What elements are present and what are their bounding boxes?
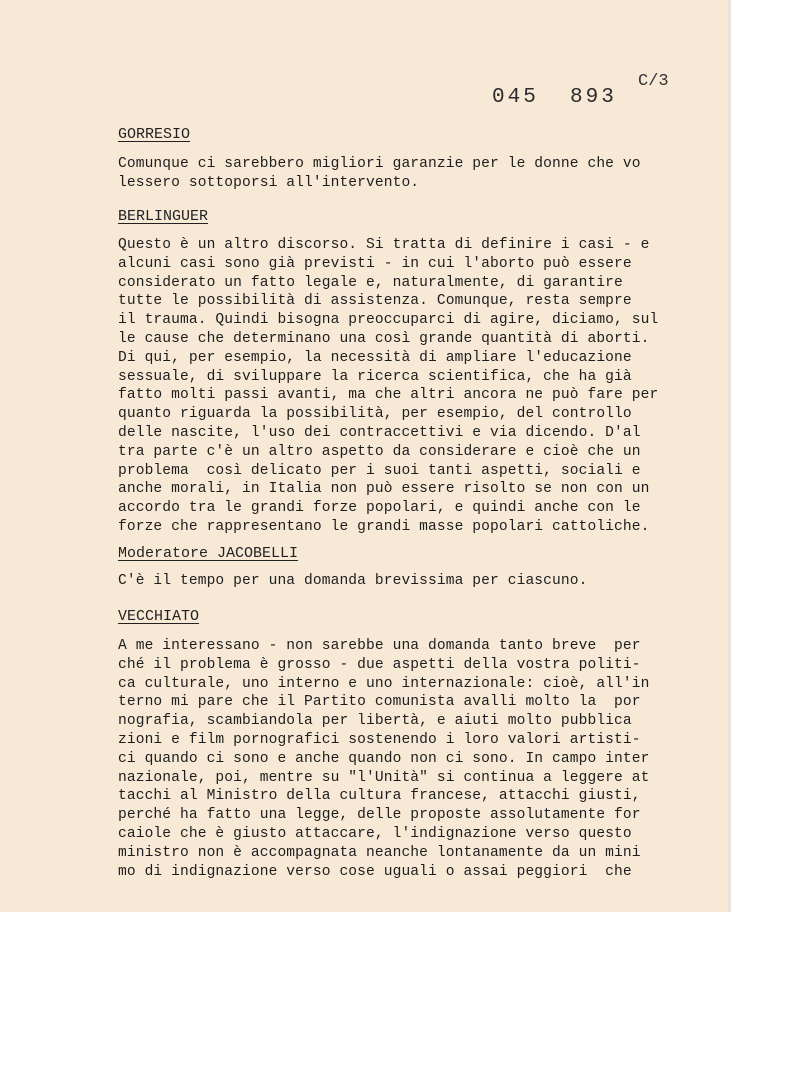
text-line: ci quando ci sono e anche quando non ci sono. In campo inter xyxy=(118,750,650,767)
text-line: Questo è un altro discorso. Si tratta di definire i casi - e xyxy=(118,237,650,253)
text-line: ché il problema è grosso - due aspetti della vostra politi- xyxy=(118,656,641,673)
text-line: considerato un fatto legale e, naturalmente, di garantire xyxy=(118,274,623,291)
text-line: alcuni casi sono già previsti - in cui l'aborto può essere xyxy=(118,255,632,272)
page-code: C/3 xyxy=(638,72,669,91)
text-line: tacchi al Ministro della cultura francese, attacchi giusti, xyxy=(118,788,641,805)
speech-paragraph xyxy=(118,155,678,193)
text-line: problema così delicato per i suoi tanti aspetti, sociali e xyxy=(118,462,641,479)
speaker-name: VECCHIATO xyxy=(118,608,200,625)
text-line: nazionale, poi, mentre su "l'Unità" si continua a leggere at xyxy=(118,769,650,786)
speaker-name: BERLINGUER xyxy=(118,208,209,225)
text-line: caiole che è giusto attaccare, l'indignazione verso questo xyxy=(118,825,632,842)
page-number: 045 893 xyxy=(492,86,617,109)
text-line: tra parte c'è un altro aspetto da considerare e cioè che un xyxy=(118,443,641,460)
speech-paragraph xyxy=(118,236,678,537)
text-line: accordo tra le grandi forze popolari, e quindi anche con le xyxy=(118,500,641,517)
speech-paragraph xyxy=(118,637,678,881)
text-line: Comunque ci sarebbero migliori garanzie per le donne che vo xyxy=(118,156,641,172)
text-line: quanto riguarda la possibilità, per esempio, del controllo xyxy=(118,406,632,423)
speaker-name: Moderatore JACOBELLI xyxy=(118,545,299,562)
text-line: forze che rappresentano le grandi masse popolari cattoliche. xyxy=(118,518,650,535)
speaker-name: GORRESIO xyxy=(118,126,191,143)
text-line: le cause che determinano una così grande quantità di aborti. xyxy=(118,330,650,347)
text-line: ca culturale, uno interno e uno internazionale: cioè, all'in xyxy=(118,675,650,692)
text-line: sessuale, di sviluppare la ricerca scientifica, che ha già xyxy=(118,368,632,385)
text-line: Di qui, per esempio, la necessità di ampliare l'educazione xyxy=(118,349,632,366)
text-line: tutte le possibilità di assistenza. Comunque, resta sempre xyxy=(118,293,632,310)
text-line: fatto molti passi avanti, ma che altri ancora ne può fare per xyxy=(118,387,659,404)
text-line: A me interessano - non sarebbe una domanda tanto breve per xyxy=(118,638,641,654)
text-line: nografia, scambiandola per libertà, e aiuti molto pubblica xyxy=(118,713,632,730)
text-line: C'è il tempo per una domanda brevissima per ciascuno. xyxy=(118,573,588,589)
text-line: mo di indignazione verso cose uguali o assai peggiori che xyxy=(118,863,632,880)
text-line: delle nascite, l'uso dei contraccettivi e via dicendo. D'al xyxy=(118,424,641,441)
text-line: zioni e film pornografici sostenendo i loro valori artisti- xyxy=(118,731,641,748)
speech-paragraph xyxy=(118,572,678,591)
text-line: terno mi pare che il Partito comunista avalli molto la por xyxy=(118,694,641,711)
text-line: lessero sottoporsi all'intervento. xyxy=(118,174,420,191)
text-line: ministro non è accompagnata neanche lontanamente da un mini xyxy=(118,844,641,861)
text-line: anche morali, in Italia non può essere risolto se non con un xyxy=(118,481,650,498)
text-line: perché ha fatto una legge, delle proposte assolutamente for xyxy=(118,807,641,824)
text-line: il trauma. Quindi bisogna preoccuparci di agire, diciamo, sul xyxy=(118,312,659,329)
page-edge xyxy=(728,0,731,912)
